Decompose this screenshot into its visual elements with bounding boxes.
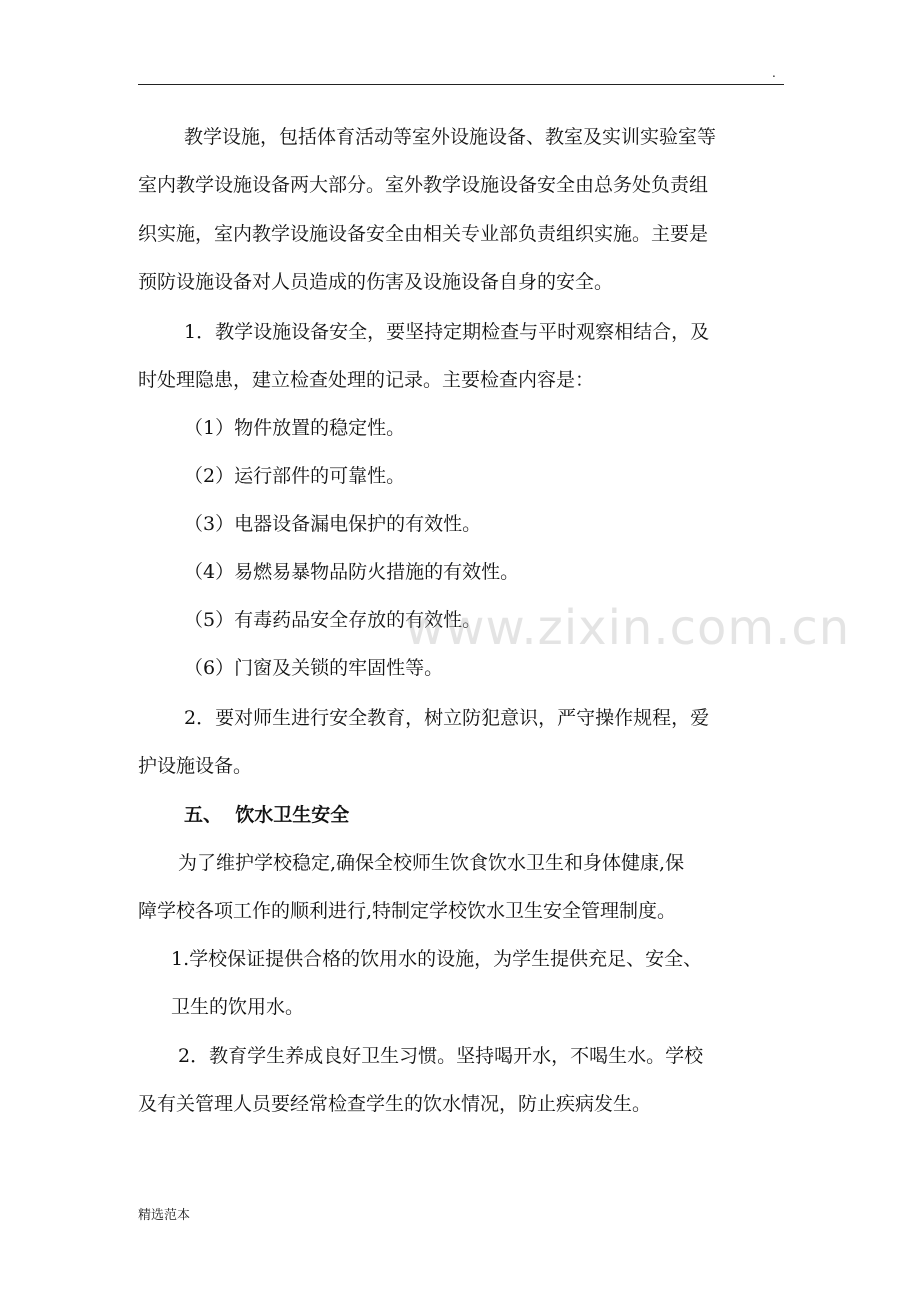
check-item-2: （2）运行部件的可靠性。 [184,465,406,487]
check-item-5: （5）有毒药品安全存放的有效性。 [184,609,482,631]
paragraph-6-line-1: 2．教育学生养成良好卫生习惯。坚持喝开水，不喝生水。学校 [178,1045,704,1067]
check-item-6: （6）门窗及关锁的牢固性等。 [184,657,444,679]
check-item-3: （3）电器设备漏电保护的有效性。 [184,513,482,535]
paragraph-1-line-3: 织实施，室内教学设施设备安全由相关专业部负责组织实施。主要是 [138,223,709,245]
paragraph-4-line-2: 障学校各项工作的顺利进行,特制定学校饮水卫生安全管理制度。 [138,900,677,922]
paragraph-5-line-1: 1.学校保证提供合格的饮用水的设施，为学生提供充足、安全、 [171,948,703,970]
paragraph-3-line-2: 护设施设备。 [138,755,253,777]
paragraph-5-line-2: 卫生的饮用水。 [171,996,305,1018]
paragraph-1-line-2: 室内教学设施设备两大部分。室外教学设施设备安全由总务处负责组 [138,174,709,196]
paragraph-2-line-2: 时处理隐患，建立检查处理的记录。主要检查内容是： [138,369,595,391]
paragraph-4-line-1: 为了维护学校稳定,确保全校师生饮食饮水卫生和身体健康,保 [178,852,685,874]
footer-label: 精选范本 [138,1208,191,1223]
paragraph-2-line-1: 1．教学设施设备安全，要坚持定期检查与平时观察相结合，及 [184,321,710,343]
header-rule [138,84,784,85]
section-heading: 五、 饮水卫生安全 [184,804,350,826]
paragraph-1-line-4: 预防设施设备对人员造成的伤害及设施设备自身的安全。 [138,271,614,293]
paragraph-6-line-2: 及有关管理人员要经常检查学生的饮水情况，防止疾病发生。 [138,1093,652,1115]
check-item-1: （1）物件放置的稳定性。 [184,417,406,439]
watermark: www.zixin.com.cn [405,600,851,656]
header-dot: . [772,66,776,80]
paragraph-1-line-1: 教学设施，包括体育活动等室外设施设备、教室及实训实验室等 [184,126,717,148]
check-item-4: （4）易燃易暴物品防火措施的有效性。 [184,561,520,583]
paragraph-3-line-1: 2．要对师生进行安全教育，树立防犯意识，严守操作规程，爱 [184,707,710,729]
